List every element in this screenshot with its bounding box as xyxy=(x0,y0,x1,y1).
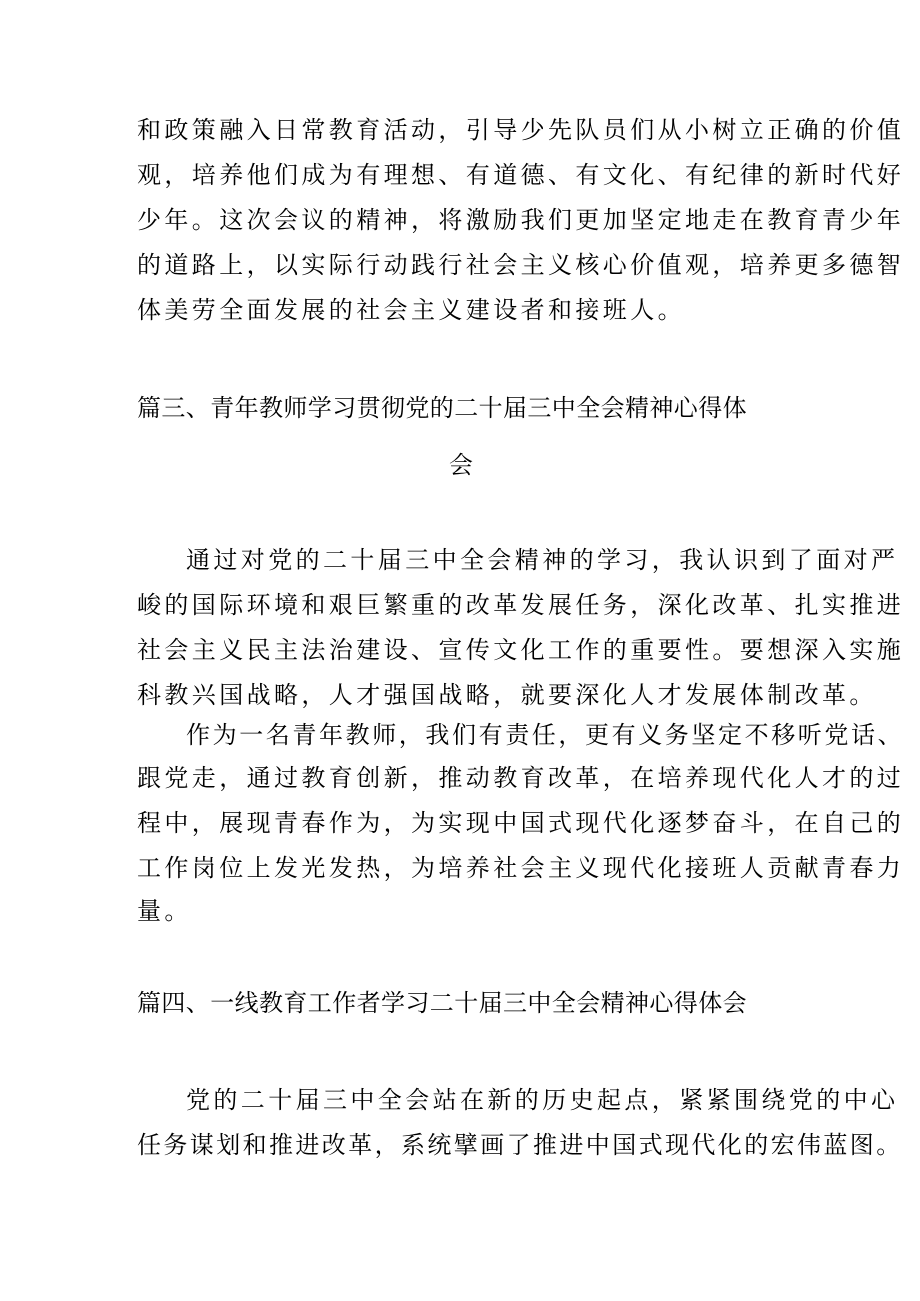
body-text-line: 党的二十届三中全会站在新的历史起点，紧紧围绕党的中心 xyxy=(186,1086,899,1114)
body-text-line: 社会主义民主法治建设、宣传文化工作的重要性。要想深入实施 xyxy=(137,636,905,664)
body-text-line: 任务谋划和推进改革，系统擘画了推进中国式现代化的宏伟蓝图。 xyxy=(137,1131,903,1159)
body-text-line: 的道路上，以实际行动践行社会主义核心价值观，培养更多德智 xyxy=(137,251,905,279)
section-three-title: 篇三、青年教师学习贯彻党的二十届三中全会精神心得体 xyxy=(137,394,747,422)
section-four-title: 篇四、一线教育工作者学习二十届三中全会精神心得体会 xyxy=(137,989,747,1017)
body-text-line: 体美劳全面发展的社会主义建设者和接班人。 xyxy=(137,296,685,324)
body-text-line: 程中，展现青春作为，为实现中国式现代化逐梦奋斗，在自己的 xyxy=(137,809,905,837)
body-text-line: 少年。这次会议的精神，将激励我们更加坚定地走在教育青少年 xyxy=(137,206,905,234)
body-text-line: 和政策融入日常教育活动，引导少先队员们从小树立正确的价值 xyxy=(137,116,905,144)
body-text-line: 科教兴国战略，人才强国战略，就要深化人才发展体制改革。 xyxy=(137,681,877,709)
body-text-line: 峻的国际环境和艰巨繁重的改革发展任务，深化改革、扎实推进 xyxy=(137,591,905,619)
body-text-line: 跟党走，通过教育创新，推动教育改革，在培养现代化人才的过 xyxy=(137,764,905,792)
body-text-line: 量。 xyxy=(137,897,192,925)
body-text-line: 工作岗位上发光发热，为培养社会主义现代化接班人贡献青春力 xyxy=(137,854,905,882)
section-three-title-continued: 会 xyxy=(449,451,474,479)
body-text-line: 通过对党的二十届三中全会精神的学习，我认识到了面对严 xyxy=(186,546,899,574)
body-text-line: 观，培养他们成为有理想、有道德、有文化、有纪律的新时代好 xyxy=(137,161,905,189)
body-text-line: 作为一名青年教师，我们有责任，更有义务坚定不移听党话、 xyxy=(186,721,905,749)
